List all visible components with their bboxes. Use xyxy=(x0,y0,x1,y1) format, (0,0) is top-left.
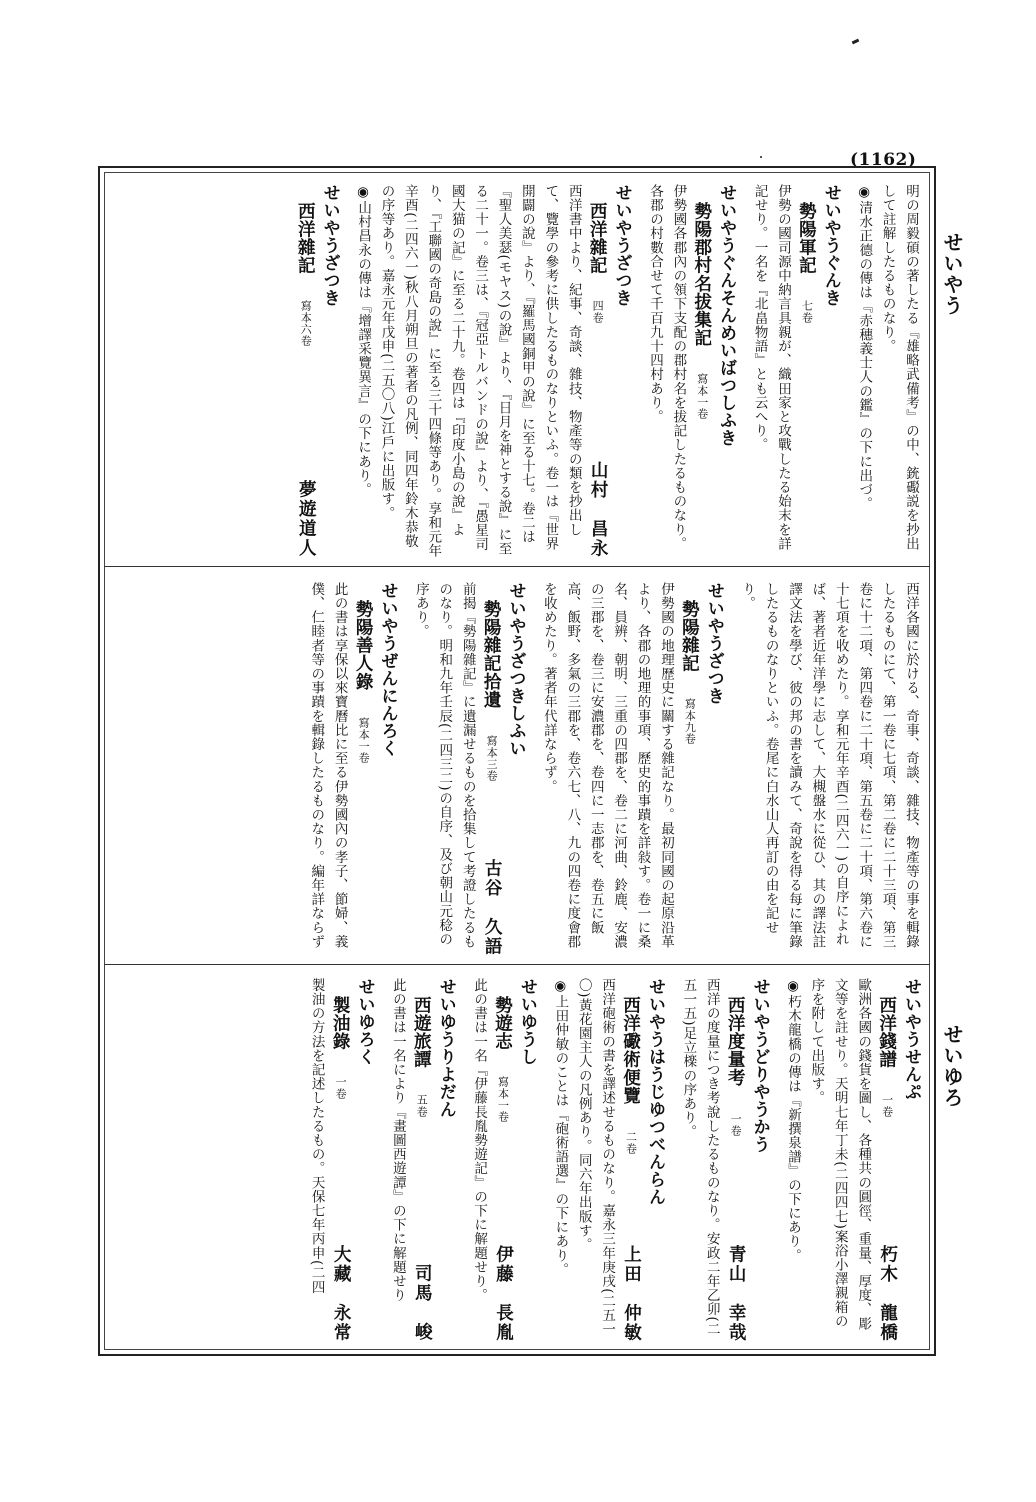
entry-title: 西遊旅譚 xyxy=(411,996,432,1069)
entry-body: 明の周毅碩の著したる『雄略武備考』の中、銃礟説を抄出して註解したるものなり。 xyxy=(879,184,919,551)
entry-body: 此の書は一名『伊藤長胤勢遊記』の下に解題せり。 xyxy=(471,978,488,1303)
entry-title: 勢陽雜記 xyxy=(679,600,700,673)
entry-volume: 五卷 xyxy=(415,1094,429,1118)
entry-volume: 寫本一卷 xyxy=(496,1076,510,1123)
entry-heading xyxy=(585,184,609,558)
entry-reading: せいゆろく xyxy=(354,978,375,1066)
entry-title: 西洋礮術便覽 xyxy=(620,996,641,1105)
entry-heading xyxy=(677,582,701,956)
ink-mark xyxy=(852,39,860,45)
entry-title: 西洋度量考 xyxy=(725,996,746,1087)
entry-heading xyxy=(618,978,642,1342)
entry-reading: せいやうせんぷ xyxy=(901,978,921,1101)
entry-volume: 七卷 xyxy=(800,300,814,324)
entry-body: 歐洲各國の錢貨を圖し、各種共の圓徑、重量、厚度、彫文等を註せり。天明七年丁未(二四四七)案浴小澤親箱の序を附して出版す。 xyxy=(808,978,872,1331)
entry-body: ◉上田仲敏のことは『砲術語選』の下にあり。 xyxy=(552,978,569,1277)
entry-reading: せいやうざつき xyxy=(703,582,724,705)
entry-title: 勢陽軍記 xyxy=(796,202,817,275)
entry-heading xyxy=(723,978,747,1342)
entry-title: 西洋雜記 xyxy=(295,202,316,275)
entry-title-group xyxy=(794,202,818,324)
entry-reading: せいやうざつき xyxy=(611,184,632,307)
entry-author: 大藏 永常 xyxy=(331,1244,352,1342)
tier-3-text xyxy=(112,978,922,1342)
entry-volume: 一卷 xyxy=(880,1094,894,1118)
tier-2-text xyxy=(112,582,922,956)
entry-title-group xyxy=(351,600,375,763)
entry-title-group xyxy=(490,996,514,1123)
entry-reading: せいやうざつきしふい xyxy=(505,582,526,757)
entry-author: 古谷 久語 xyxy=(482,858,503,956)
entry-author: 青山 幸哉 xyxy=(726,1244,747,1342)
entry-body: 伊勢の國司源中納言具親が、織田家と攻戰したる始末を詳記せり。一名を『北畠物語』とも云へり。 xyxy=(751,184,791,551)
entry-title-group xyxy=(328,996,352,1100)
tier-divider xyxy=(104,964,930,965)
entry-volume: 寫本一卷 xyxy=(357,716,371,763)
entry-body: 西洋砲術の書を譯述せるものなり。嘉永三年庚戌(二五一〇)黃花園主人の凡例あり。同六年出版す。 xyxy=(575,978,616,1337)
entry-title-group xyxy=(677,600,701,745)
entry-volume: 寫本九卷 xyxy=(683,698,697,745)
entry-body: 伊勢國各郡內の領下支配の郡村名を拔記したるものなり。各郡の村數合せて千百九十四村あり。 xyxy=(646,184,687,551)
entry-title-group xyxy=(479,600,503,781)
entry-author: 朽木 龍橋 xyxy=(877,1244,898,1342)
entry-title-group xyxy=(723,996,747,1136)
entry-body: 西洋各國に於ける、奇事、奇談、雜技、物產等の事を輯錄したるものにて、第一卷に七項、第二卷に二十三項、第三卷に十二項、第四卷に二十項、第五卷に二十項、第六卷に十七項を收めたり。享和元年辛酉(二四六一)の自序によれば、著者近年洋學に志して、大槻盤水に從ひ、其の譯法註譯文法を學び、彼の邦の書を讀みて、奇說を得る每に筆錄したるものなりといふ。卷尾に白水山人再訂の由を記せり。 xyxy=(739,582,919,949)
entry-body: 前揭『勢陽雜記』に遺漏せるものを拾集して考證したるものなり。明和九年壬辰(二四三二)の自序、及び朝山元稔の序あり。 xyxy=(412,582,476,949)
entry-body: ◉朽木龍橋の傳は『新撰泉譜』の下にあり。 xyxy=(784,978,801,1263)
entry-reading: せいやうぐんそんめいばつしふき xyxy=(716,184,737,447)
entry-reading: せいやうぐんき xyxy=(820,184,841,307)
entry-volume: 四卷 xyxy=(591,300,605,324)
tier-1-text xyxy=(112,184,922,558)
entry-heading xyxy=(351,582,375,956)
entry-body: 製油の方法を記述したるもの。天保七年丙申(二四 xyxy=(308,978,325,1295)
entry-heading xyxy=(794,184,818,558)
entry-title: 勢陽郡村名拔集記 xyxy=(691,202,712,347)
entry-title-group xyxy=(585,202,609,324)
entry-title-group xyxy=(293,202,317,347)
entry-reading: せいやうざつき xyxy=(319,184,340,307)
entry-title-group xyxy=(618,996,642,1154)
entry-heading xyxy=(874,978,898,1342)
entry-title: 西洋錢譜 xyxy=(876,996,897,1069)
ink-mark xyxy=(760,156,762,158)
entry-body: ◉清水正德の傳は『赤穗義士人の鑑』の下に出づ。 xyxy=(856,184,873,511)
entry-volume: 一卷 xyxy=(334,1076,348,1100)
entry-reading: せいやうはうじゆつべんらん xyxy=(644,978,665,1206)
running-header-top: せいやう xyxy=(940,232,964,316)
entry-author: 上田 仲敏 xyxy=(621,1244,642,1342)
entry-author: 司馬 峻 xyxy=(412,1264,433,1342)
entry-heading xyxy=(490,978,514,1342)
entry-body: 西洋書中より、紀事、奇談、雜技、物產等の類を抄出して、覽學の參考に供したるものなりといふ。卷一は『世界開闢の說』より、『羅馬國銅甲の說』に至る十七。卷二は『聖人美瑟(モヤス)の說』より、『日月を神とする說』に至る二十一。卷三は、『冠亞トルバンドの說』より、『愚星司國大猫の記』に至る二十九。卷四は『印度小島の說』より、『工聯國の奇島の說』に至る三十四條等あり。享和元年辛酉(二四六一)秋八月朔旦の著者の凡例、同四年鈴木恭敬の序等あり。嘉永元年戊申(二五〇八)江戶に出版す。 xyxy=(378,184,582,558)
entry-title: 西洋雜記 xyxy=(587,202,608,275)
entry-heading xyxy=(479,582,503,956)
entry-title-group xyxy=(409,996,433,1118)
entry-body: 此の書は享保以來寶曆比に至る伊勢國內の孝子、節婦、義僕、仁睦者等の事蹟を輯錄したるものなり。編年詳ならず xyxy=(308,582,348,949)
entry-title: 勢遊志 xyxy=(492,996,513,1051)
entry-volume: 寫本三卷 xyxy=(485,734,499,782)
entry-body: 西洋の度量につき考說したるものなり。安政二年乙卯(二五一五)足立檪の序あり。 xyxy=(680,978,720,1337)
entry-volume: 寫本六卷 xyxy=(299,300,313,347)
running-header-bottom: せいゆろ xyxy=(940,1024,964,1108)
entry-volume: 二卷 xyxy=(624,1130,638,1154)
entry-heading xyxy=(689,184,713,558)
entry-heading xyxy=(328,978,352,1342)
entry-title: 勢陽雜記拾遺 xyxy=(481,600,502,709)
entry-body: 伊勢國の地理歷史に關する雜記なり。最初同國の起原沿革より、各郡の地理的事項、歷史的事蹟を詳敍す。卷一に桑名、員辨、朝明、三重の四郡を、卷二に河曲、鈴鹿、安濃の三郡を、卷三に安濃郡を、卷四に一志郡を、卷五に飯高、飯野、多氣の三郡を、卷六七、八、九の四卷に度會郡を收めたり。著者年代詳ならず。 xyxy=(540,582,674,949)
entry-title-group xyxy=(689,202,713,419)
entry-volume: 一卷 xyxy=(729,1112,743,1136)
entry-author: 山村 昌永 xyxy=(588,460,609,558)
entry-title: 勢陽善人錄 xyxy=(353,600,374,691)
entry-body: ◉山村昌永の傳は『增譯采覽異言』の下にあり。 xyxy=(355,184,372,497)
entry-heading xyxy=(409,978,433,1342)
entry-heading xyxy=(293,184,317,558)
entry-reading: せいゆうりよだん xyxy=(435,978,456,1118)
entry-volume: 寫本一卷 xyxy=(695,372,709,420)
entry-reading: せいやうどりやうかう xyxy=(749,978,770,1153)
entry-reading: せいやうぜんにんろく xyxy=(377,582,398,757)
entry-author: 伊藤 長胤 xyxy=(493,1244,514,1342)
tier-divider xyxy=(104,566,930,567)
entry-title-group xyxy=(874,996,898,1118)
page-number: (1162) xyxy=(850,150,917,170)
entry-body: 此の書は一名により『畫圖西遊譚』の下に解題せり xyxy=(389,978,406,1303)
entry-title: 製油錄 xyxy=(330,996,351,1051)
entry-reading: せいゆうし xyxy=(516,978,537,1066)
entry-author: 夢遊道人 xyxy=(296,480,317,558)
